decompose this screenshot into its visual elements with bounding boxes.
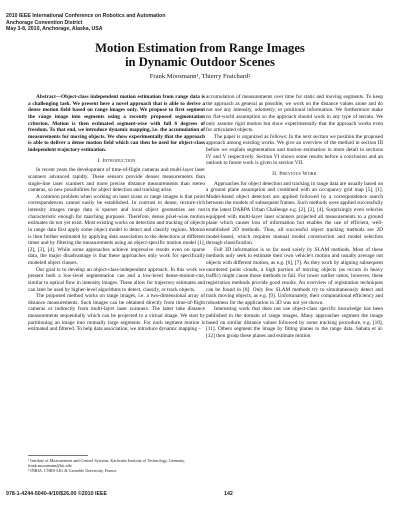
footnote-affiliation-1: ¹ Institute of Measurement and Control Systems, Karlsruhe Institute of Technology, Germany, frank.moosmann@kit.edu (28, 458, 186, 469)
footnote-affiliation-2: ² INRIA, CNRS-LIG & Grenoble University, France. (28, 468, 118, 474)
page-number: 142 (224, 491, 233, 497)
paper-authors: Frank Moosmann¹, Thierry Fraichard² (149, 73, 251, 80)
isbn-copyright: 978-1-4244-5040-4/10/$26.00 ©2010 IEEE (6, 491, 108, 497)
section-heading-previous-work: II. Previous Work (272, 170, 317, 177)
conference-date: May 3-8, 2010, Anchorage, Alaska, USA (6, 26, 103, 33)
paragraph: Interesting work that does not use object-class specific knowledge has been published in the domain of range images. Many approaches segment the image based on similar distance values followed by some tracking procedure, e.g. [10], [11]. Others segment the image by fitting planes to the range data. Sabata et al. [12] then group these planes and estimate motion (206, 306, 383, 339)
right-column (206, 94, 383, 340)
paragraph: accumulation of measurements over time for static and moving segments. To keep the approach as general as possible, we work on the distance values alone and do not use any intensity, odometry, or positional information. We furthermore make no flat-world assumption so the approach should work in any type of terrain. We only assume rigid motion but show experimentally that the approach works even for articulated objects. (206, 94, 383, 134)
conference-venue: Anchorage Convention District (6, 19, 83, 26)
footnotes (28, 455, 205, 474)
conference-header (6, 13, 166, 33)
paragraph: The paper is organized as follows: In the next section we position the proposed approach among existing works. We give an overview of the method in section III before we explain segmentation and motion estimation in more detail in sections IV and V respectively. Section VI shows some results before a conclusion and an outlook to future work is given in section VII. (206, 133, 383, 167)
paper-title-line1: Motion Estimation from Range Images (95, 41, 305, 55)
section-heading-introduction: I. Introduction (97, 157, 136, 164)
abstract: Abstract—Object-class independent motion estimation from range data is a challenging task. We present here a novel approach that is able to derive a dense motion field based on range images only. We propose to first segment the range image into segments using a recently proposed segmentation criterion. Motion is then estimated segment-wise with full 6 degrees of freedom. To that end, we introduce dynamic mapping, i.e. the accumulation of measurements for moving objects. We show experimentally that the approach is able to deliver a dense motion field which can then be used for object-class independent trajectory estimation. (28, 94, 205, 153)
paper-title (20, 41, 380, 69)
paragraph: Our goal is to develop an object-class-independent approach. In this work we present both a low-level segmentation cue and a low-level dense-motion-cue, similar to optical flow in intensity images. These allow for trajectory estimates and can later be used by higher-level algorithms to detect, classify, or track objects. (28, 266, 205, 293)
left-column (28, 94, 205, 333)
paragraph: Full 3D information is so far used solely by SLAM methods. Most of these methods only seek to estimate their own vehicle's motion and usually average out objects with different motion, as e.g. [6], [7]. As they work by aligning subsequent unordered point clouds, a high portion of moving objects (as occurs in heavy traffic) might cause those methods to fail. For lower outlier ratios, however, these registration methods provide good results. An overview of registration techniques can be found in [8]. Only few SLAM methods try to simultaneously detect and track moving objects, as e.g. [9]. Unfortunately, their computational efficiency and robustness for the application in 3D was not yet shown. (206, 246, 383, 306)
conference-name: 2010 IEEE International Conference on Robotics and Automation (6, 13, 166, 19)
paper-title-line2: in Dynamic Outdoor Scenes (125, 55, 275, 69)
paragraph: Approaches for object detection and tracking in range data are usually based on a ground plane assumption and combined with an occupancy grid map [5], [1]. Model-based object detectors are applied followed by a correspondence search between the models of subsequent frames. Such methods were applied successfully in the latest DARPA Urban Challenge e.g. [2], [3], [4]. Surprisingly even vehicles equipped with multi-layer laser scanners projected all measurements to a ground plane which causes loss of information but enables the use of efficient, well-established 2D methods. Thus, all successful object tracking methods are 2D model-based, which requires manual model construction and model selection through classification. (206, 180, 383, 247)
paragraph: The proposed method works on range images, i.e. a two-dimensional array of distance measurements. Such images can be obtained directly from time-of-flight cameras or indirectly from multi-layer laser scanners. The latter take distance measurements sequentially which can be projected to a virtual image. We start by partitioning an image into mutually large segments. For each segment motion is estimated and filtered. To help data association, we introduce dynamic mapping – (28, 293, 205, 333)
paragraph: In recent years the development of time-of-flight cameras and multi-layer laser scanners advanced rapidly. These sensors provide denser measurements than single-line laser scanners and more precise distance measurements than stereo cameras, so new possibilities for object detection and tracking arise. (28, 167, 205, 194)
footnote-divider (28, 455, 88, 456)
paragraph: A common problem when working on laser scans or range images is that point correspondences cannot easily be established. In contrast to dense, texture-rich intensity images range data is sparser and local object geometries are not characteristic enough for matching purposes. Therefore, dense pixel-wise motion estimates do not yet exist. Most existing works on detection and tracking of objects in range data first apply some object model to detect and classify regions. Motion is then further estimated by applying data association to the detections at different times and by filtering the measurements using an object-specific motion model [1], [2], [3], [4]. While some approaches achieve impressive results even on sparse data, the major disadvantage is that these approaches only work for specifically modeled object classes. (28, 193, 205, 266)
